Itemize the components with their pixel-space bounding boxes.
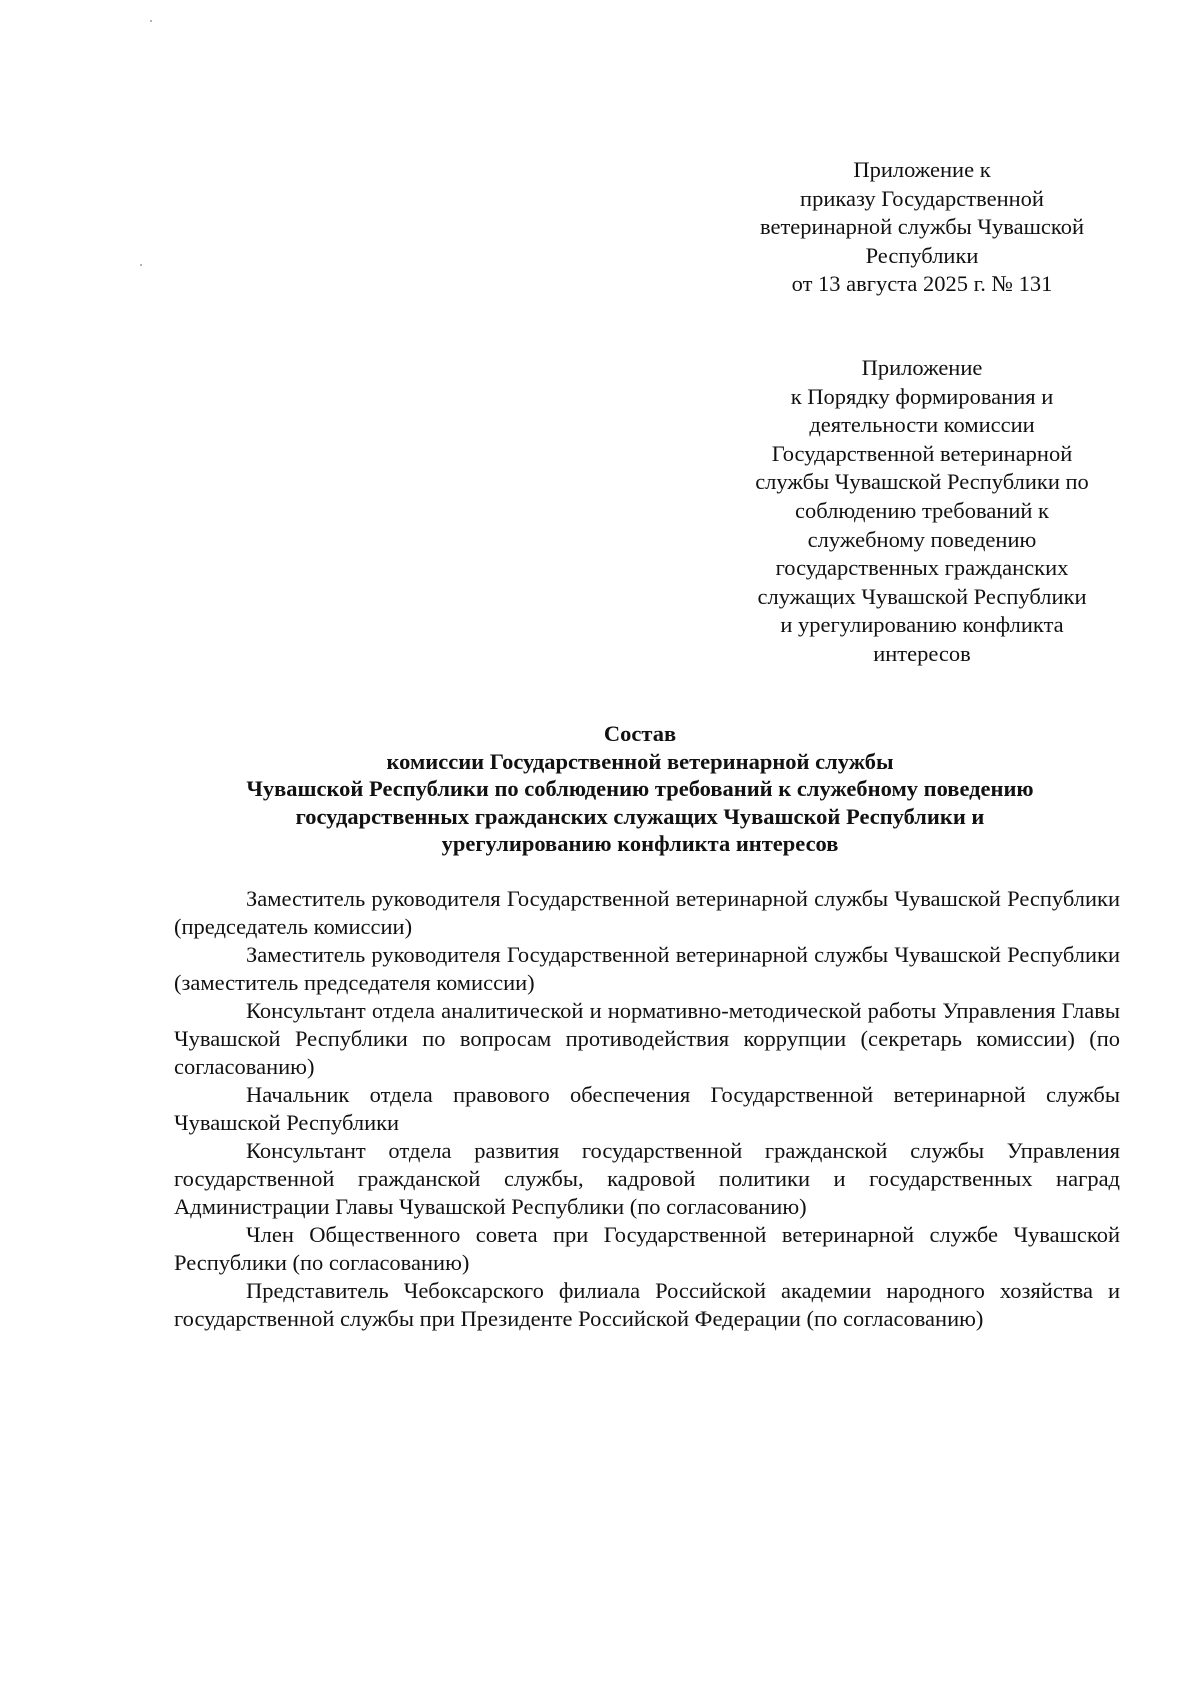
appendix-procedure-line: и урегулированию конфликта [780, 612, 1064, 638]
document-title [170, 720, 1110, 858]
title-line: государственных гражданских служащих Чувашской Республики и [295, 803, 985, 829]
member-legal-head: Начальник отдела правового обеспечения Государственной ветеринарной службы Чувашской Республики [174, 1082, 1120, 1135]
member-chairman: Заместитель руководителя Государственной ветеринарной службы Чувашской Республики (председатель комиссии) [174, 886, 1120, 939]
title-line: комиссии Государственной ветеринарной службы [386, 748, 894, 774]
member-academy-representative: Представитель Чебоксарского филиала Российской академии народного хозяйства и государственной службы при Президенте Российской Федерации (по согласованию) [174, 1278, 1120, 1331]
appendix-procedure-line: службы Чувашской Республики по [755, 469, 1089, 495]
member-deputy-chairman: Заместитель руководителя Государственной ветеринарной службы Чувашской Республики (заместитель председателя комиссии) [174, 942, 1120, 995]
scan-speck [140, 264, 142, 266]
appendix-order-line: ветеринарной службы Чувашской [759, 214, 1084, 240]
appendix-procedure-line: интересов [873, 640, 971, 666]
appendix-order-line: Приложение к [853, 157, 991, 182]
title-line: Чувашской Республики по соблюдению требований к служебному поведению [246, 776, 1034, 801]
appendix-procedure-line: деятельности комиссии [809, 412, 1035, 438]
scan-speck [150, 20, 152, 22]
appendix-procedure-line: Приложение [861, 355, 983, 380]
appendix-procedure-line: к Порядку формирования и [790, 383, 1054, 409]
appendix-procedure-line: государственных гражданских [775, 555, 1069, 581]
title-line: урегулированию конфликта интересов [441, 831, 839, 856]
member-secretary: Консультант отдела аналитической и нормативно-методической работы Управления Главы Чувашской Республики по вопросам противодействия коррупции (секретарь комиссии) (по согласованию) [174, 998, 1120, 1079]
appendix-procedure-line: соблюдению требований к [794, 497, 1049, 523]
appendix-procedure-line: служебному поведению [807, 526, 1037, 552]
member-civil-service-consultant: Консультант отдела развития государственной гражданской службы Управления государственной гражданской службы, кадровой политики и государственных наград Администрации Главы Чувашской Республики (по согласованию) [174, 1138, 1120, 1219]
appendix-order-line: Республики [865, 242, 979, 268]
appendix-order-date-line: от 13 августа 2025 г. № 131 [791, 271, 1053, 297]
appendix-to-procedure-block [742, 354, 1102, 669]
appendix-to-order-block [752, 156, 1092, 299]
appendix-order-line: приказу Государственной [800, 185, 1044, 211]
appendix-procedure-line: Государственной ветеринарной [771, 440, 1073, 466]
appendix-procedure-line: служащих Чувашской Республики [757, 583, 1087, 609]
title-line: Состав [603, 721, 677, 746]
commission-members-list [174, 885, 1120, 1333]
member-public-council: Член Общественного совета при Государственной ветеринарной службе Чувашской Республики (по согласованию) [174, 1222, 1120, 1275]
